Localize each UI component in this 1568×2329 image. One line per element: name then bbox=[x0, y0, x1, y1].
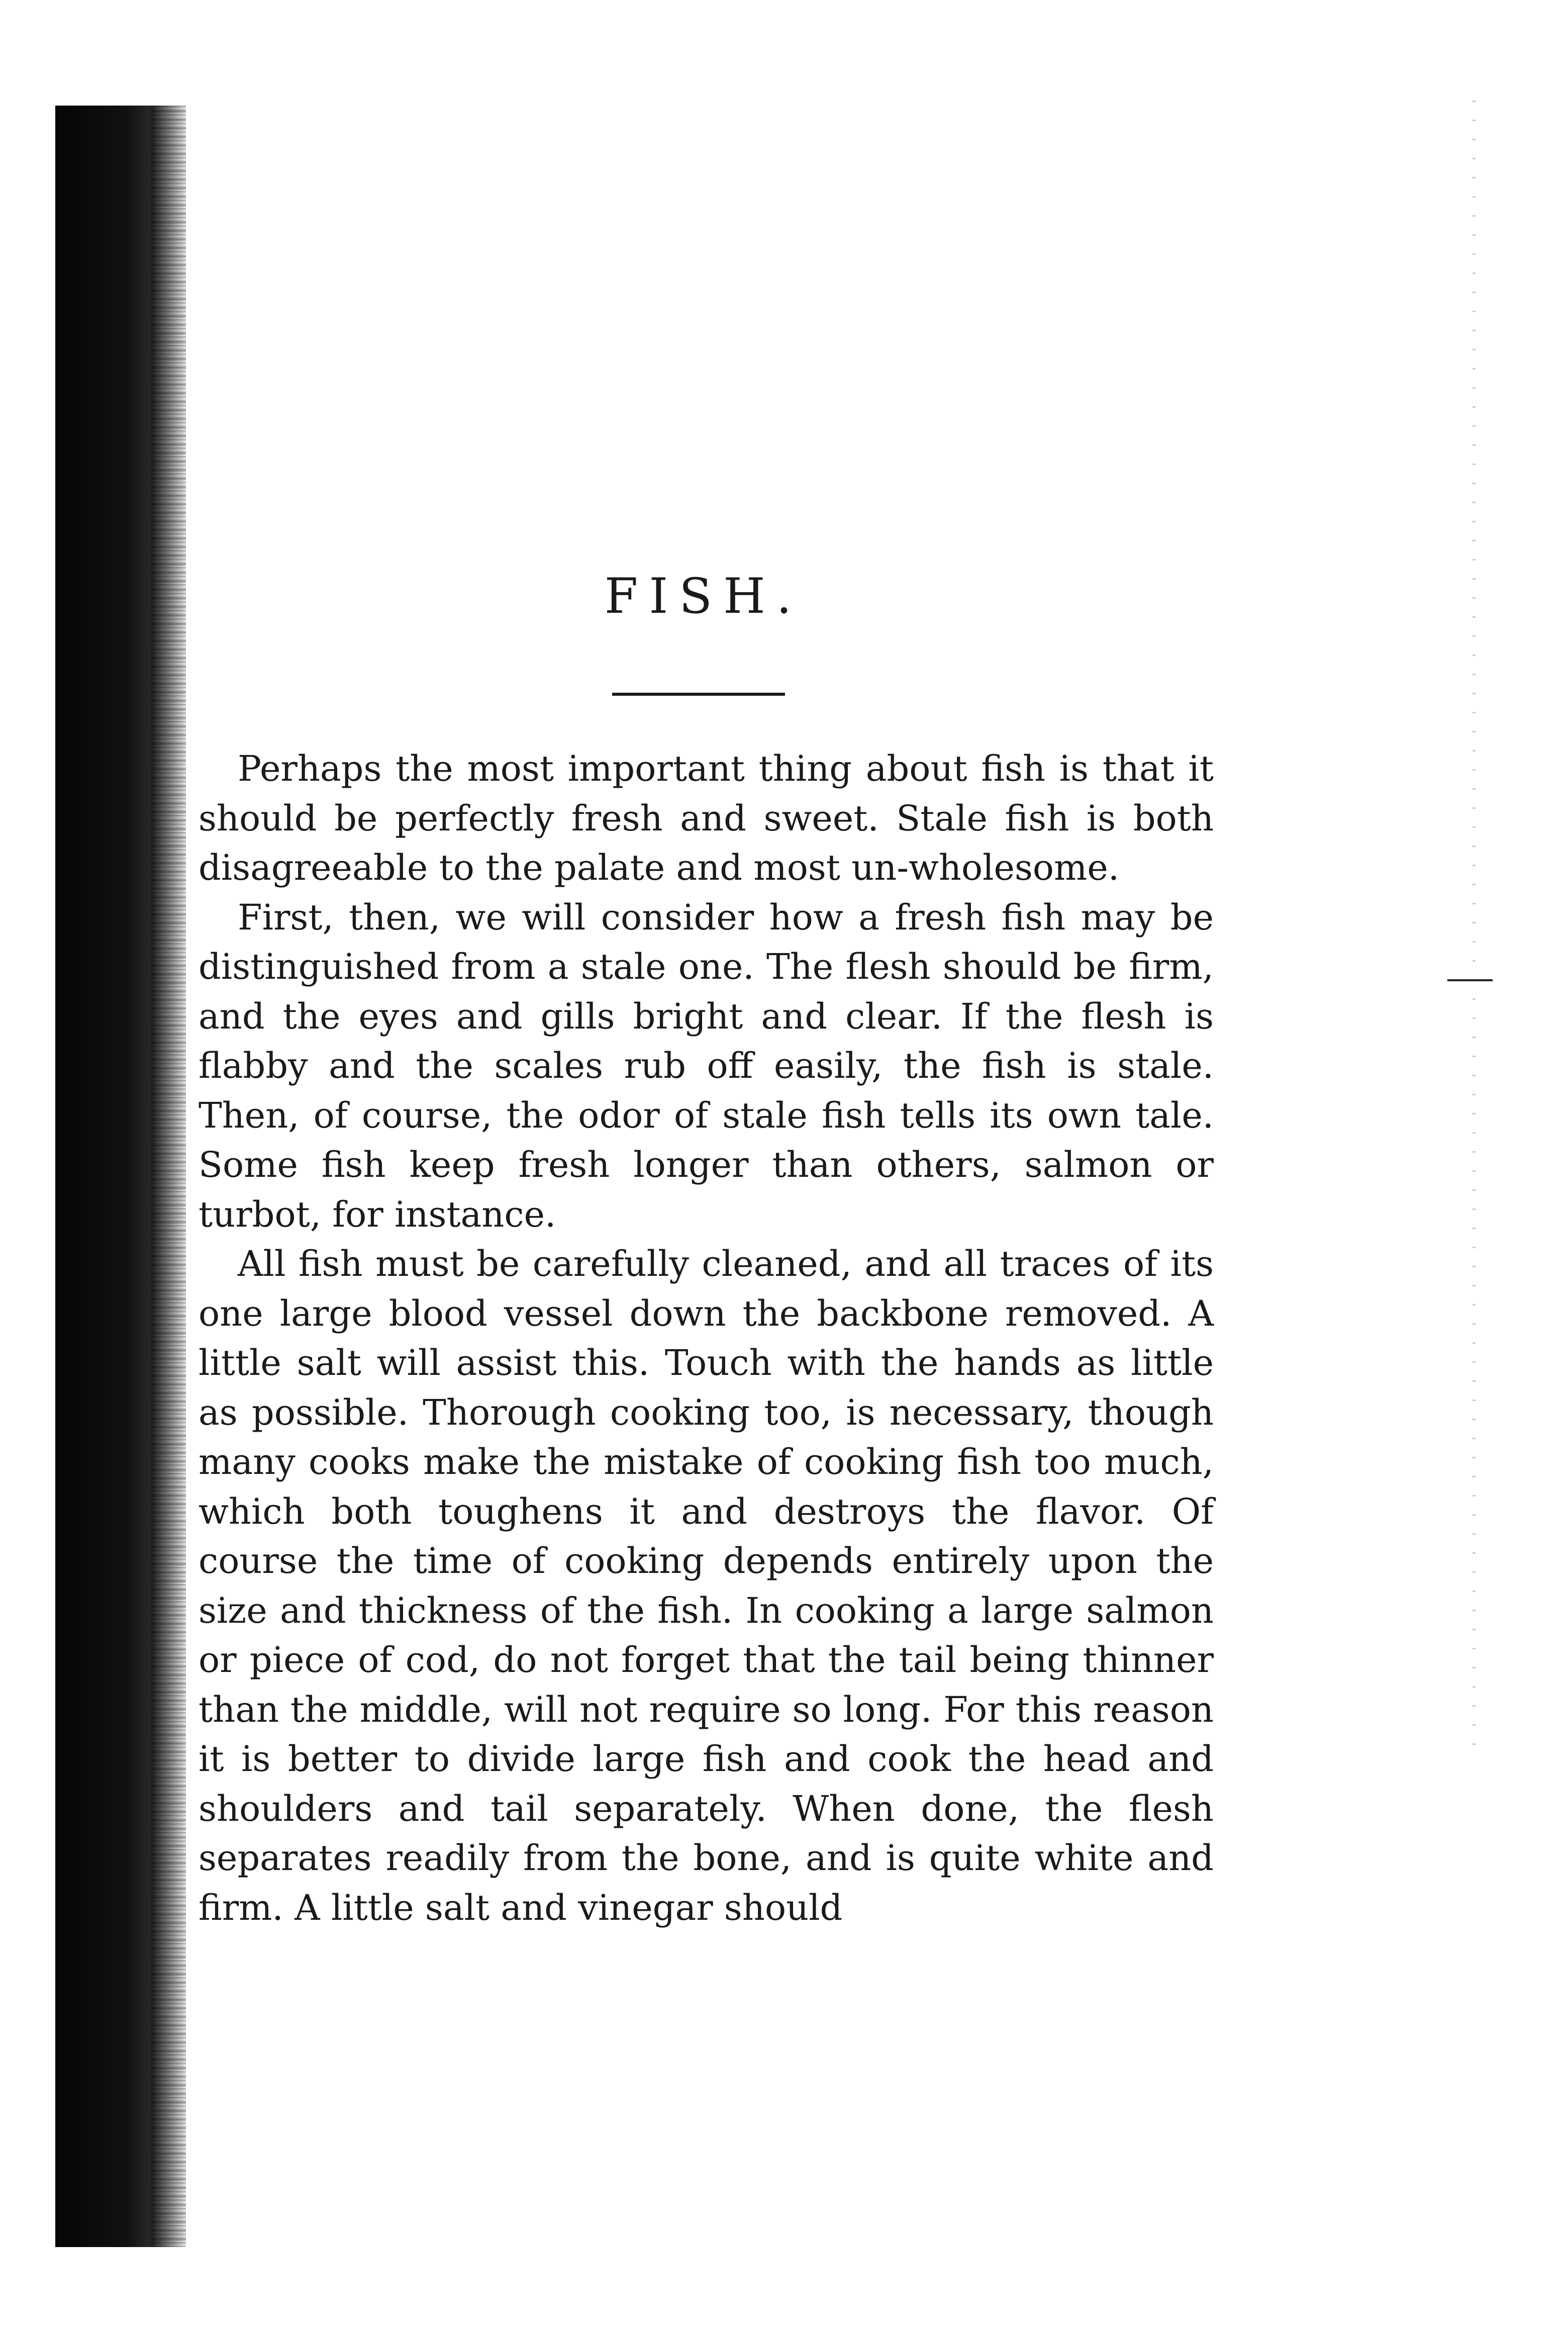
chapter-heading bbox=[0, 568, 1407, 624]
scan-edge-speckle bbox=[1473, 101, 1476, 1759]
paragraph: All fish must be carefully cleaned, and all traces of its one large blood vessel down the backbone removed. A little salt will assist this. Touch with the hands as little as possible. Thorough cooking too, is necessary, though many cooks make the mistake of cooking fish too much, which both toughens it and destroys the flavor. Of course the time of cooking depends entirely upon the size and thickness of the fish. In cooking a large salmon or piece of cod, do not forget that the tail being thinner than the middle, will not require so long. For this reason it is better to divide large fish and cook the head and shoulders and tail separately. When done, the flesh separates readily from the bone, and is quite white and firm. A little salt and vinegar should bbox=[199, 1243, 1214, 1928]
binding-shadow bbox=[55, 106, 186, 2247]
chapter-body bbox=[199, 744, 1214, 1932]
heading-rule bbox=[612, 693, 785, 696]
chapter-heading-text: FISH. bbox=[604, 568, 803, 624]
paragraph: First, then, we will consider how a fresh fish may be distinguished from a stale one. The flesh should be firm, and the eyes and gills bright and clear. If the flesh is flabby and the scales rub off easily, the fish is stale. Then, of course, the odor of stale fish tells its own tale. Some fish keep fresh longer than others, salmon or turbot, for instance. bbox=[199, 896, 1214, 1235]
paragraph: Perhaps the most important thing about fish is that it should be perfectly fresh and sweet. Stale fish is both disagreeable to the palate and most un-wholesome. bbox=[199, 748, 1214, 888]
scan-edge-mark bbox=[1447, 979, 1493, 981]
